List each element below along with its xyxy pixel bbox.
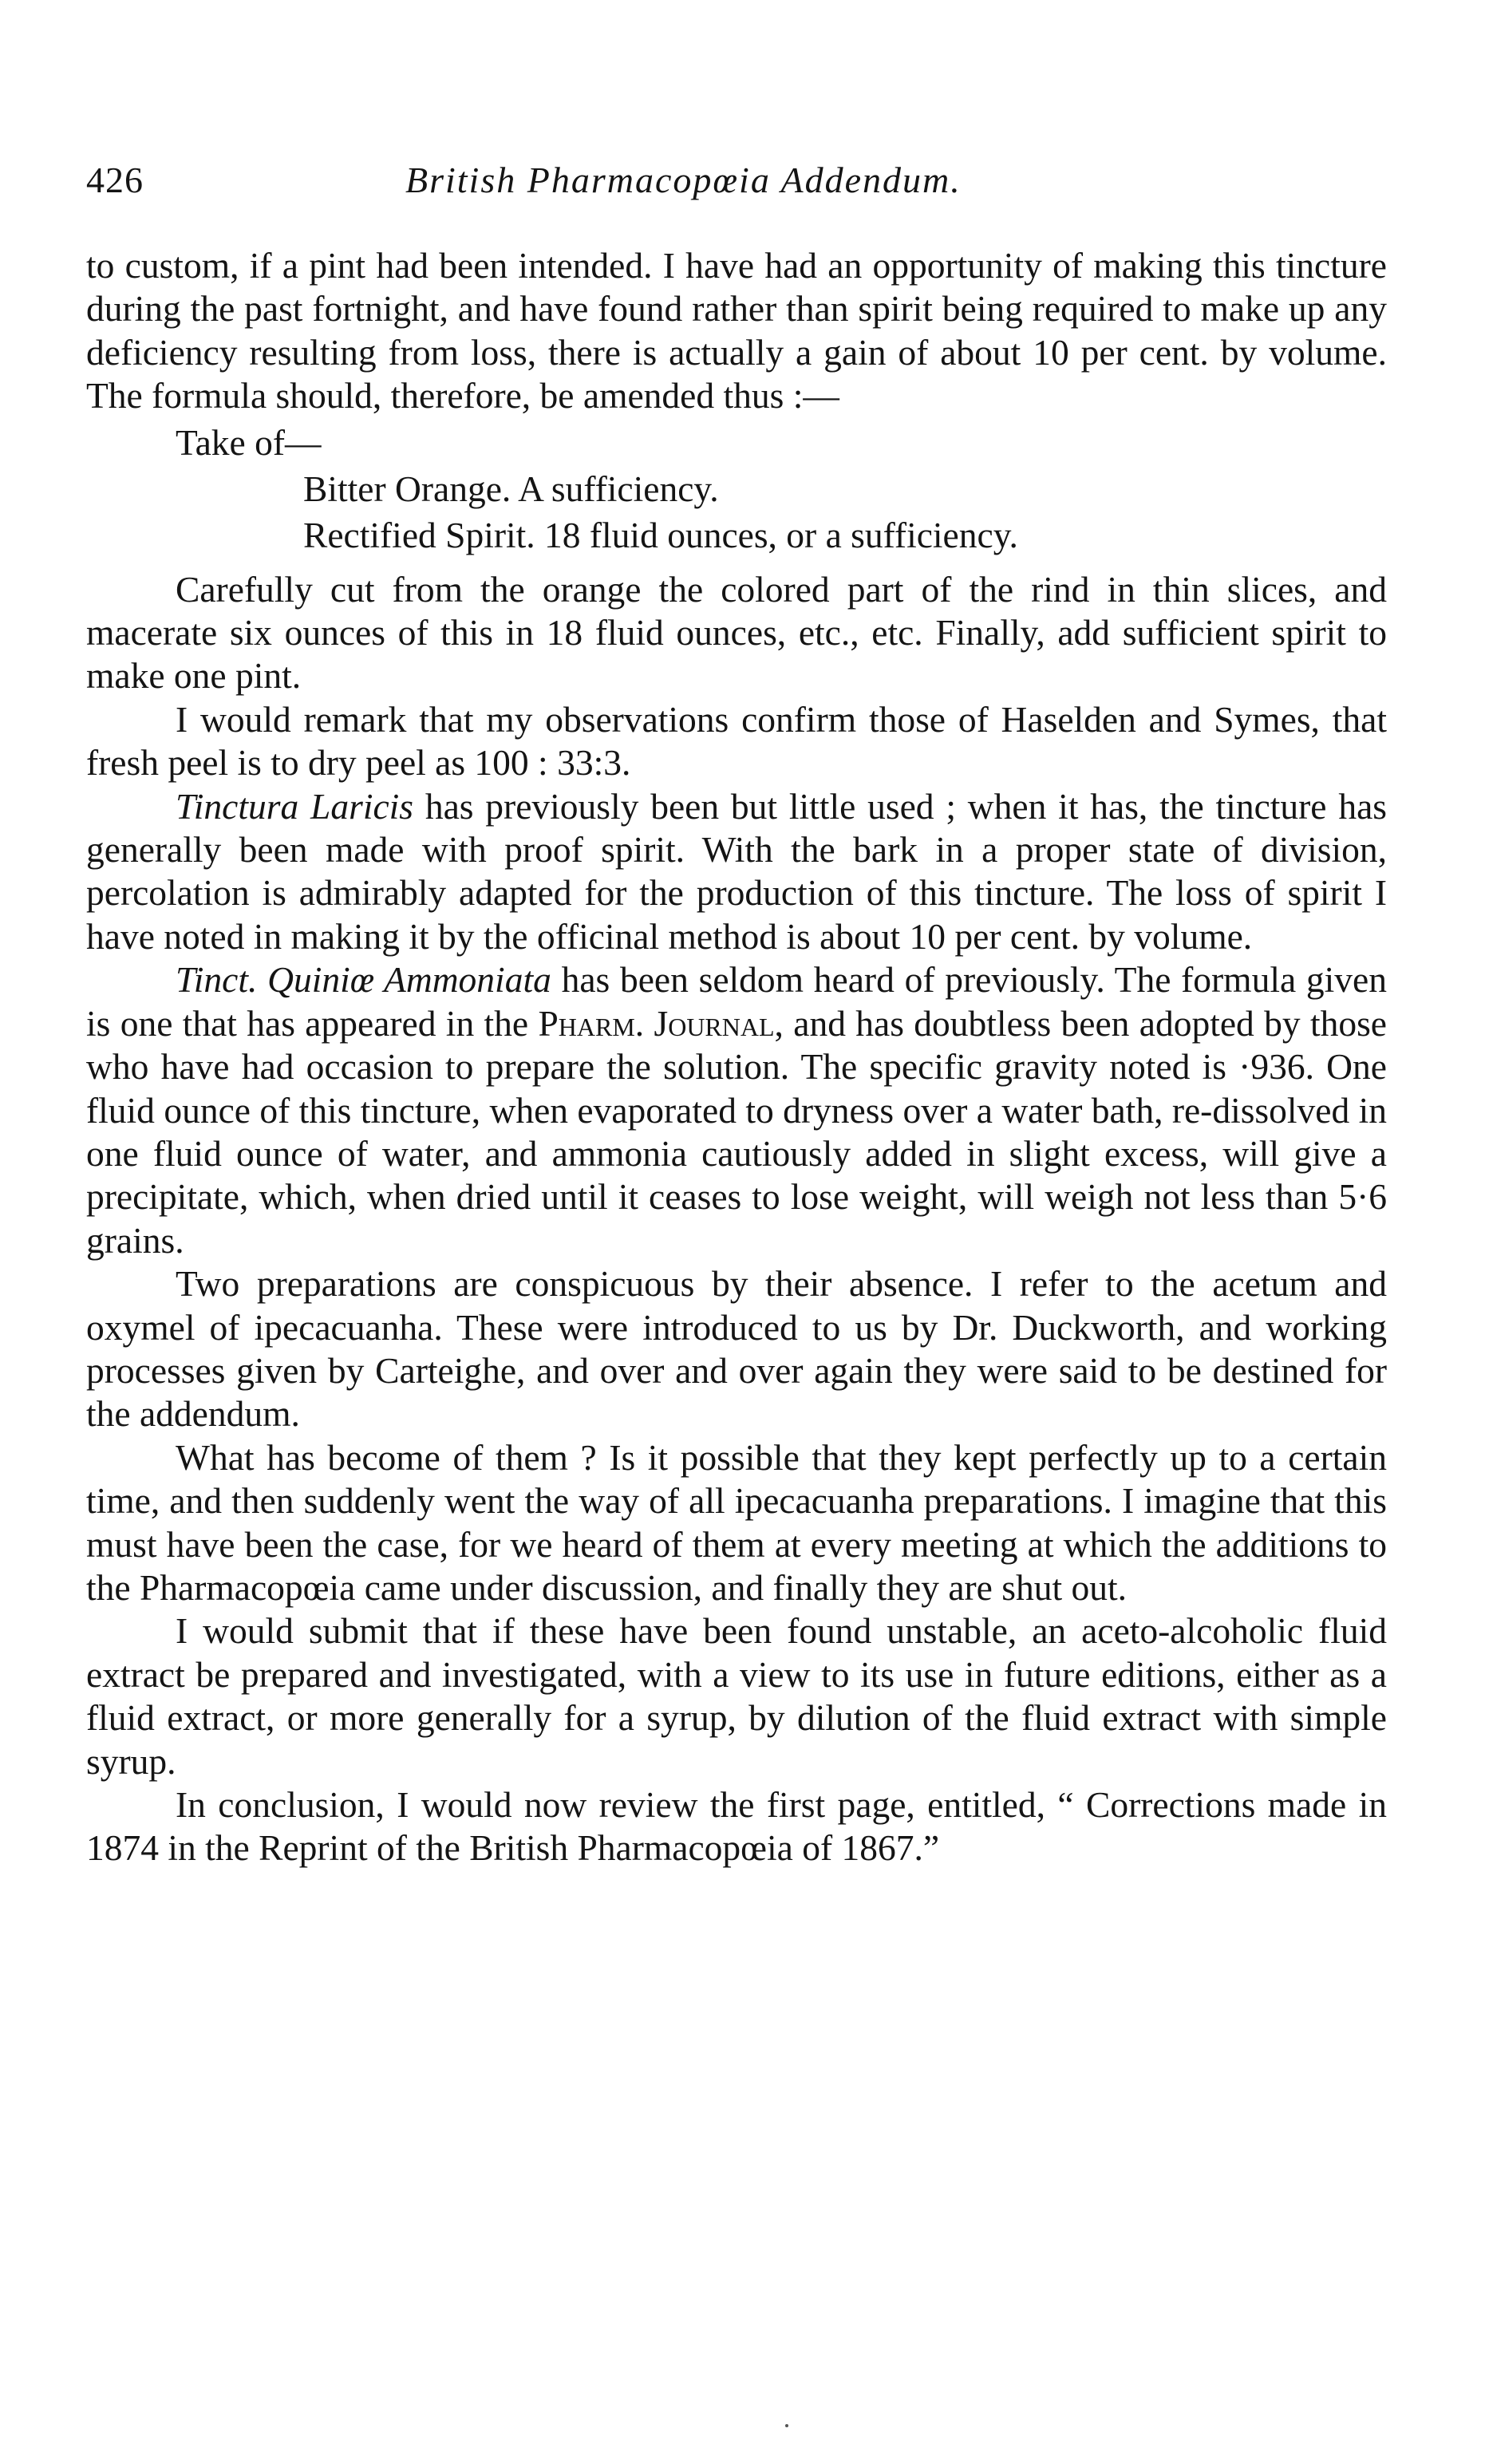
paragraph-5-journal-name: Pharm. Journal bbox=[538, 1002, 775, 1044]
paragraph-3: I would remark that my observations confirm those of Haselden and Symes, that fresh peel is to dry peel as 100 : 33:3. bbox=[86, 698, 1387, 784]
recipe-block bbox=[86, 420, 1387, 559]
body-text bbox=[86, 244, 1387, 1870]
recipe-take-of: Take of— bbox=[176, 421, 322, 463]
paragraph-7: What has become of them ? Is it possible that they kept perfectly up to a certain time, and then suddenly went the way of all ipecacuanha preparations. I imagine that this must have been the case, for we heard of them at every meeting at which the additions to the Pharmacopœia came under discussion, and finally they are shut out. bbox=[86, 1436, 1387, 1608]
paragraph-5-text-b: , and has doubtless been adopted by those who have had occasion to prepare the solution. The specific gravity noted is ·936. One fluid ounce of this tincture, when evaporated to dryness over a water bath, re-dissolved in one fluid ounce of water, and ammonia cautiously added in slight excess, will give a precipitate, which, when dried until it ceases to lose weight, will weigh not less than 5·6 grains. bbox=[86, 1002, 1388, 1261]
paragraph-5-italic-term: Tinct. Quiniœ Ammoniata bbox=[176, 959, 551, 1001]
paragraph-4 bbox=[86, 785, 1387, 959]
recipe-ingredient-2: Rectified Spirit. 18 fluid ounces, or a sufficiency. bbox=[303, 514, 1018, 555]
paragraph-2: Carefully cut from the orange the colored part of the rind in thin slices, and macerate six ounces of this in 18 fluid ounces, etc., etc. Finally, add sufficient spirit to make one pint. bbox=[86, 568, 1387, 697]
running-title: British Pharmacopœia Addendum. bbox=[405, 160, 962, 200]
paragraph-4-italic-term: Tinctura Laricis bbox=[176, 785, 413, 827]
paragraph-1: to custom, if a pint had been intended. I have had an opportunity of making this tincture during the past fortnight, and have found rather than spirit being required to make up any deficiency resulting from loss, there is actually a gain of about 10 per cent. by volume. The formula should, therefore, be amended thus :— bbox=[86, 245, 1387, 417]
page-header bbox=[86, 156, 1395, 212]
paragraph-5-text-a: has been seldom heard of previously. The formula given is one that has appeared in the bbox=[86, 959, 1387, 1044]
paragraph-8: I would submit that if these have been found unstable, an aceto-alcoholic fluid extract be prepared and investigated, with a view to its use in future editions, either as a fluid extract, or more generally for a syrup, by dilution of the fluid extract with simple syrup. bbox=[86, 1610, 1387, 1782]
paragraph-9: In conclusion, I would now review the first page, entitled, “ Corrections made in 1874 in the Reprint of the British Pharmacopœia of 1867.” bbox=[86, 1784, 1387, 1869]
paragraph-6: Two preparations are conspicuous by their absence. I refer to the acetum and oxymel of ipecacuanha. These were introduced to us by Dr. Duckworth, and working processes given by Carteighe, and over and over again they were said to be destined for the addendum. bbox=[86, 1263, 1387, 1435]
print-speck bbox=[785, 2424, 788, 2427]
recipe-ingredient-1: Bitter Orange. A sufficiency. bbox=[303, 468, 719, 509]
paragraph-5 bbox=[86, 958, 1387, 1262]
paragraph-4-text: has previously been but little used ; when it has, the tincture has generally been made with proof spirit. With the bark in a proper state of division, percolation is admirably adapted for the production of this tincture. The loss of spirit I have noted in making it by the officinal method is about 10 per cent. by volume. bbox=[86, 785, 1387, 957]
page-number: 426 bbox=[86, 160, 144, 200]
